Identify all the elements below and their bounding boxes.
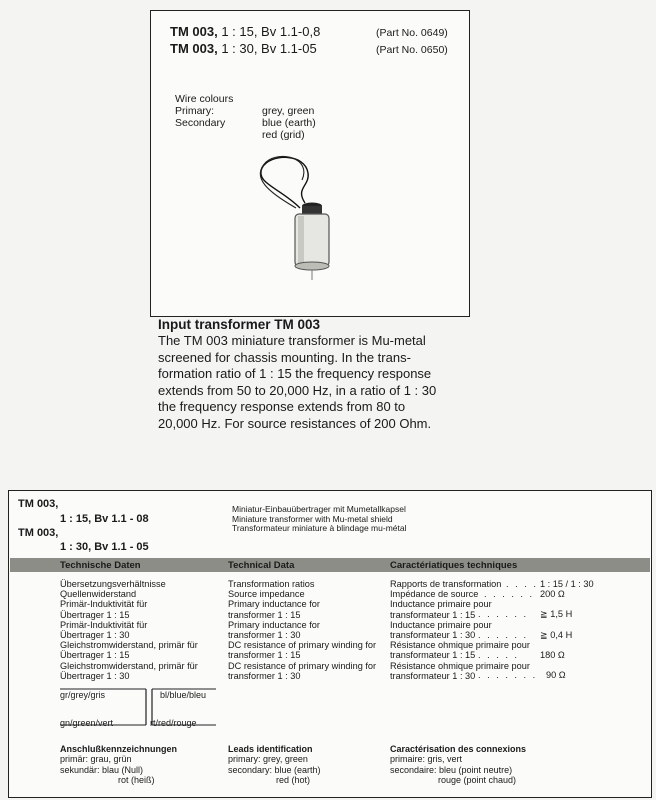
leader-dots: . . . . [506,579,538,589]
column-en [228,579,376,681]
row-de: Übertrager 1 : 30 [60,670,130,681]
row-fr: Inductance primaire pour [390,599,492,610]
row-fr: Inductance primaire pour [390,619,492,630]
leads-fr-title: Caractérisation des connexions [390,744,527,754]
spec-subtitles [232,505,406,534]
leader-dots: . . . . . . . [478,670,538,680]
secondary-value-1: blue (earth) [262,117,316,129]
wire-colours-title: Wire colours [175,93,234,105]
row-fr: Rapports de transformation [390,579,502,589]
row-en: transformer 1 : 15 [228,609,301,620]
row-de: Primär-Induktivität für [60,619,148,630]
leads-fr [390,744,526,786]
value-impedance: 200 Ω [540,589,565,599]
primary-value: grey, green [262,105,315,117]
row-de: Übertrager 1 : 30 [60,630,130,641]
model-line-2 [170,41,317,57]
leads-fr-line: rouge (point chaud) [438,775,517,785]
value-inductance-15: ≧ 1,5 H [540,609,573,619]
row-de: Übersetzungsverhältnisse [60,579,166,589]
row-de: Gleichstromwiderstand, primär für [60,640,198,651]
model-line-1 [170,24,320,40]
row-fr: Résistance ohmique primaire pour [390,660,530,671]
model-ratio: 1 : 30, Bv 1.1-05 [221,41,317,56]
diagram-blue: bl/blue/bleu [160,690,207,700]
model-name: TM 003, [170,24,218,39]
header-en: Technical Data [228,560,295,571]
spec-model-1-ratio: 1 : 15, Bv 1.1 - 08 [60,513,149,525]
row-fr: transformateur 1 : 15 [390,650,476,661]
model-name: TM 003, [170,41,218,56]
description-line: formation ratio of 1 : 15 the frequency response [158,366,432,381]
row-de: Gleichstromwiderstand, primär für [60,660,198,671]
row-de: Quellenwiderstand [60,589,137,600]
leads-de-line: primär: grau, grün [60,754,132,764]
row-en: Primary inductance for [228,619,320,630]
row-en: Source impedance [228,589,305,600]
row-fr: transformateur 1 : 30 [390,630,476,641]
header-fr: Caractériatiques techniques [390,560,518,571]
value-resistance-30: 90 Ω [546,670,566,680]
column-de [60,579,198,681]
subtitle-en: Miniature transformer with Mu-metal shield [232,513,393,524]
description-line: The TM 003 miniature transformer is Mu-metal [158,333,426,348]
model-ratio: 1 : 15, Bv 1.1-0,8 [221,24,321,39]
row-fr: Résistance ohmique primaire pour [390,640,530,651]
leads-de-line: rot (heiß) [118,775,155,785]
row-de: Übertrager 1 : 15 [60,609,130,620]
row-en: Transformation ratios [228,579,315,589]
diagram-red: rt/red/rouge [150,718,197,728]
part-number-1: (Part No. 0649) [376,27,448,39]
row-en: DC resistance of primary winding for [228,660,377,671]
leads-fr-line: secondaire: bleu (point neutre) [390,764,513,775]
row-de: Primär-Induktivität für [60,599,148,610]
row-de: Übertrager 1 : 15 [60,650,130,661]
description-title: Input transformer TM 003 [158,317,321,332]
row-fr: transformateur 1 : 15 [390,609,476,620]
leads-de-line: sekundär: blau (Null) [60,764,144,775]
spec-model-1: TM 003, [18,498,59,510]
description-line: extends from 50 to 20,000 Hz, in a ratio of 1 : 30 [158,382,437,398]
leads-de-title: Anschlußkennzeichnungen [60,744,178,754]
row-en: transformer 1 : 30 [228,670,301,681]
transformer-illustration [250,148,340,288]
diagram-grey: gr/grey/gris [60,690,106,700]
leader-dots: . . . . . . [478,609,529,619]
leads-de [60,744,177,786]
description-line: the frequency response extends from 80 to [158,399,406,414]
description-line: 20,000 Hz. For source resistances of 200 Ohm. [158,415,432,431]
row-fr: Impédance de source [390,589,479,600]
description-line: screened for chassis mounting. In the trans- [158,349,411,365]
row-fr: transformateur 1 : 30 [390,670,476,681]
leads-fr-line: primaire: gris, vert [390,754,463,764]
spec-model-2: TM 003, [18,527,59,539]
row-en: DC resistance of primary winding for [228,640,377,651]
leads-en-line: red (hot) [276,775,311,785]
value-inductance-30: ≧ 0,4 H [540,630,573,640]
header-de: Technische Daten [60,560,141,571]
row-en: Primary inductance for [228,599,320,610]
leader-dots: . . . . . . [478,630,529,640]
leads-en [228,744,321,786]
leads-en-line: primary: grey, green [228,754,308,764]
row-en: transformer 1 : 15 [228,650,301,661]
leader-dots: . . . . . . [484,589,535,599]
row-en: transformer 1 : 30 [228,630,301,641]
spec-model-2-ratio: 1 : 30, Bv 1.1 - 05 [60,541,149,553]
leads-en-line: secondary: blue (earth) [228,764,321,775]
value-resistance-15: 180 Ω [540,650,565,660]
leader-dots: . . . . . [478,650,519,660]
secondary-label: Secondary [175,117,226,129]
part-number-2: (Part No. 0650) [376,44,448,56]
leads-en-title: Leads identification [228,744,313,754]
subtitle-fr: Transformateur miniature à blindage mu-métal [232,523,407,533]
value-ratio: 1 : 15 / 1 : 30 [540,579,594,589]
diagram-green: gn/green/vert [60,718,114,728]
primary-label: Primary: [175,105,215,117]
description-body [158,333,441,432]
secondary-value-2: red (grid) [262,129,305,141]
subtitle-de: Miniatur-Einbauübertrager mit Mumetallkapsel [232,504,406,514]
